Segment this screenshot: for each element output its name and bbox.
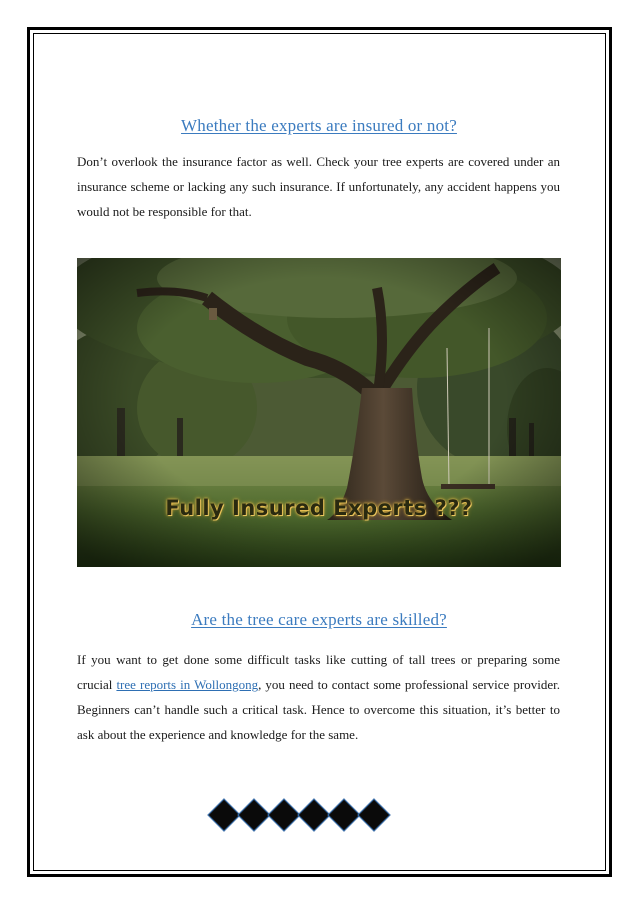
skills-paragraph-text-2: , you need to contact some professional service provider. Beginners can’t handle such a critical task. Hence to overcome this situation, it’s better to ask about the experience and knowledge for the same.	[77, 677, 560, 742]
section-heading-skilled: Are the tree care experts are skilled?	[191, 610, 447, 629]
insurance-paragraph: Don’t overlook the insurance factor as well. Check your tree experts are covered under an insurance scheme or lacking any such insurance. If unfortunately, any accident happens you would not be responsible for that.	[77, 154, 560, 219]
tree-reports-link[interactable]: tree reports in Wollongong	[116, 677, 259, 692]
skills-paragraph	[77, 647, 560, 747]
tree-illustration	[77, 258, 561, 567]
skills-paragraph-text-1: If you want to get done some difficult tasks like cutting of tall trees or preparing some crucial	[77, 652, 560, 692]
image-overlay-caption: Fully Insured Experts ???	[165, 496, 473, 520]
diamond-divider-icon	[206, 797, 396, 833]
tree-photo	[77, 258, 561, 567]
section-heading-insured: Whether the experts are insured or not?	[181, 116, 457, 135]
diamond-divider	[206, 797, 396, 833]
